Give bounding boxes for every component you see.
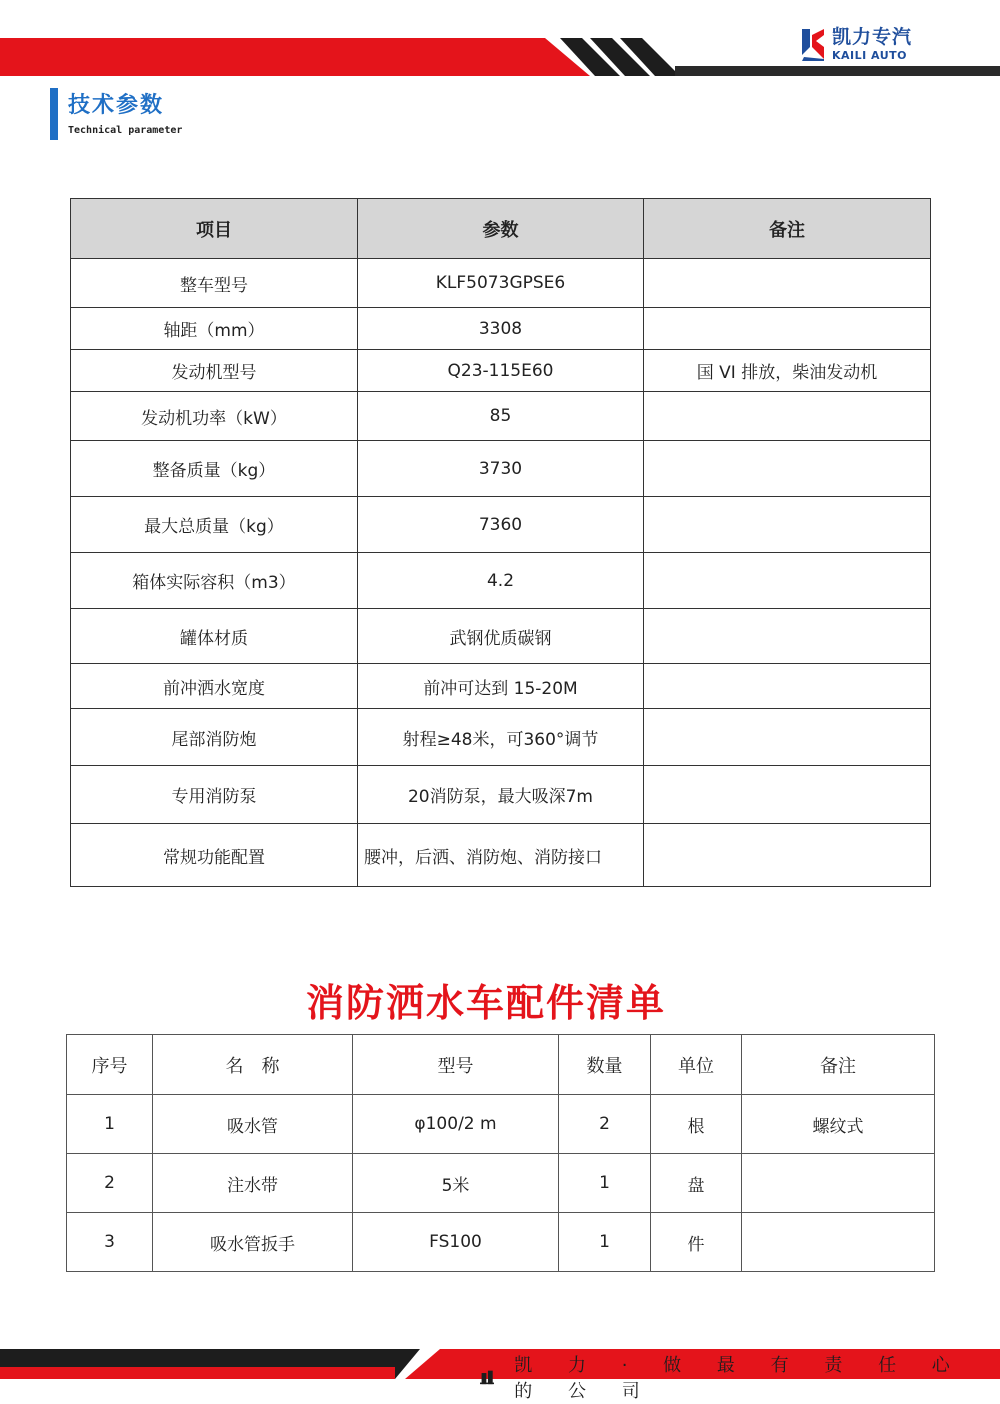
table-row: [71, 824, 931, 887]
table-row: [71, 350, 931, 392]
brand-logo: [800, 22, 940, 66]
header-name: 名 称: [153, 1035, 353, 1095]
header-remark: 备注: [644, 199, 931, 259]
cell: 武钢优质碳钢: [358, 609, 644, 664]
table-row: [71, 609, 931, 664]
cell: [644, 553, 931, 609]
table-row: [71, 766, 931, 824]
header-item: 项目: [71, 199, 358, 259]
cell: 腰冲，后洒、消防炮、消防接口: [358, 824, 644, 887]
cell: 1: [559, 1154, 651, 1213]
cell: 整备质量（kg）: [71, 441, 358, 497]
header-red-band: [0, 38, 600, 76]
cell: 发动机功率（kW）: [71, 392, 358, 441]
table-row: [71, 664, 931, 709]
table-row: [71, 392, 931, 441]
cell: 吸水管扳手: [153, 1213, 353, 1272]
cell: 20消防泵，最大吸深7m: [358, 766, 644, 824]
cell: 3730: [358, 441, 644, 497]
section-title: 技术参数: [68, 93, 165, 118]
cell: 尾部消防炮: [71, 709, 358, 766]
cell: FS100: [353, 1213, 559, 1272]
footer-slogan: [480, 1351, 1000, 1403]
table-header-row: [67, 1035, 935, 1095]
header-dark-band: [675, 66, 1000, 76]
cell: 整车型号: [71, 259, 358, 308]
table-row: [71, 441, 931, 497]
cell: KLF5073GPSE6: [358, 259, 644, 308]
cell: 注水带: [153, 1154, 353, 1213]
section-accent-bar: [50, 88, 58, 140]
cell: [644, 664, 931, 709]
kaili-logo-icon: [800, 27, 826, 61]
cell: 发动机型号: [71, 350, 358, 392]
cell: [644, 392, 931, 441]
cell: 85: [358, 392, 644, 441]
cell: [742, 1154, 935, 1213]
cell: φ100/2 m: [353, 1095, 559, 1154]
cell: 件: [651, 1213, 742, 1272]
table-row: [71, 553, 931, 609]
cell: 2: [67, 1154, 153, 1213]
cell: [644, 824, 931, 887]
cell: 专用消防泵: [71, 766, 358, 824]
header-remark: 备注: [742, 1035, 935, 1095]
cell: 最大总质量（kg）: [71, 497, 358, 553]
cell: [644, 441, 931, 497]
cell: 轴距（mm）: [71, 308, 358, 350]
cell: [644, 497, 931, 553]
building-icon: [480, 1368, 494, 1386]
cell: [644, 709, 931, 766]
table-row: [71, 259, 931, 308]
section-subtitle: Technical parameter: [68, 125, 183, 136]
cell: 7360: [358, 497, 644, 553]
cell: 吸水管: [153, 1095, 353, 1154]
table-row: [71, 497, 931, 553]
cell: 5米: [353, 1154, 559, 1213]
parts-list-table: [66, 1034, 935, 1272]
cell: [742, 1213, 935, 1272]
table-row: [67, 1095, 935, 1154]
table-row: [67, 1154, 935, 1213]
cell: 常规功能配置: [71, 824, 358, 887]
cell: 射程≥48米，可360°调节: [358, 709, 644, 766]
cell: [644, 609, 931, 664]
cell: [644, 308, 931, 350]
cell: 国 VI 排放，柴油发动机: [644, 350, 931, 392]
cell: 前冲洒水宽度: [71, 664, 358, 709]
table-row: [71, 308, 931, 350]
footer-slogan-text: 凯 力 · 做 最 有 责 任 心 的 公 司: [514, 1355, 965, 1402]
cell: [644, 259, 931, 308]
brand-name-en: KAILI AUTO: [832, 48, 908, 62]
cell: 箱体实际容积（m3）: [71, 553, 358, 609]
cell: 盘: [651, 1154, 742, 1213]
cell: 1: [559, 1213, 651, 1272]
cell: 1: [67, 1095, 153, 1154]
cell: 前冲可达到 15-20M: [358, 664, 644, 709]
parts-list-title: 消防洒水车配件清单: [305, 981, 666, 1025]
tech-parameter-table: [70, 198, 931, 887]
table-row: [71, 709, 931, 766]
brand-name-cn: 凯力专汽: [832, 25, 913, 48]
table-row: [67, 1213, 935, 1272]
cell: 罐体材质: [71, 609, 358, 664]
header-model: 型号: [353, 1035, 559, 1095]
cell: 4.2: [358, 553, 644, 609]
header-unit: 单位: [651, 1035, 742, 1095]
cell: 3: [67, 1213, 153, 1272]
cell: 螺纹式: [742, 1095, 935, 1154]
header-quantity: 数量: [559, 1035, 651, 1095]
cell: 根: [651, 1095, 742, 1154]
cell: [644, 766, 931, 824]
table-header-row: [71, 199, 931, 259]
header-index: 序号: [67, 1035, 153, 1095]
cell: 3308: [358, 308, 644, 350]
cell: Q23-115E60: [358, 350, 644, 392]
header-value: 参数: [358, 199, 644, 259]
cell: 2: [559, 1095, 651, 1154]
